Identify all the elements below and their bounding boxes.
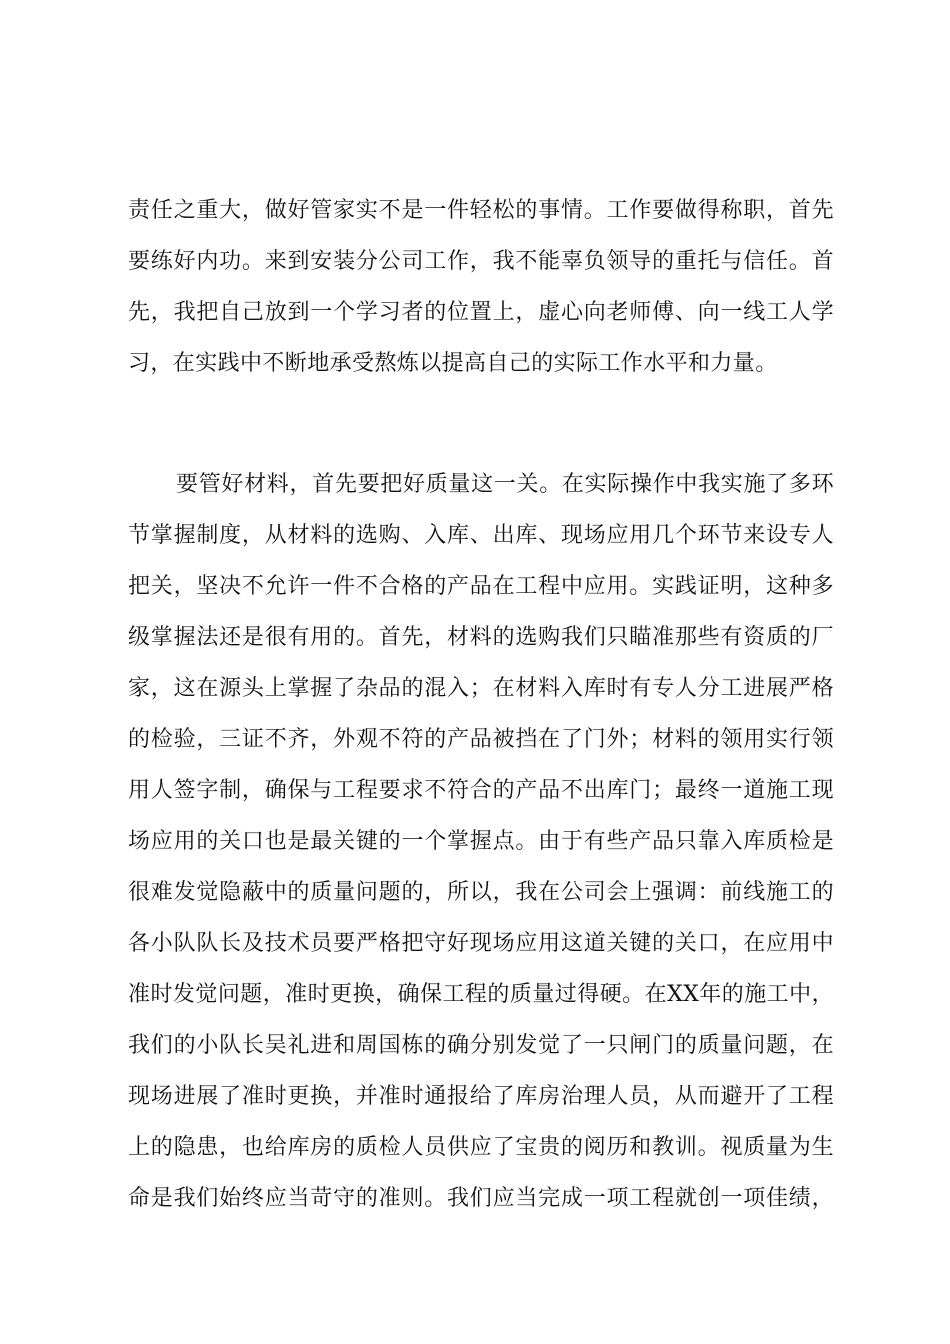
text-line: 场应用的关口也是最关键的一个掌握点。由于有些产品只靠入库质检是 [128, 829, 834, 854]
text-line: 把关，坚决不允许一件不合格的产品在工程中应用。实践证明，这种多 [128, 574, 834, 599]
text-line: 先，我把自己放到一个学习者的位置上，虚心向老师傅、向一线工人学 [128, 300, 834, 325]
paragraph-2 [128, 459, 834, 1224]
text-line: 用人签字制，确保与工程要求不符合的产品不出库门；最终一道施工现 [128, 778, 834, 803]
text-line: 命是我们始终应当苛守的准则。我们应当完成一项工程就创一项佳绩， [128, 1186, 834, 1211]
text-line: 我们的小队长吴礼进和周国栋的确分别发觉了一只闸门的质量问题，在 [128, 1033, 834, 1058]
text-line: 习，在实践中不断地承受熬炼以提高自己的实际工作水平和力量。 [128, 351, 778, 376]
text-line: 节掌握制度，从材料的选购、入库、出库、现场应用几个环节来设专人 [128, 523, 834, 548]
text-line: 要练好内功。来到安装分公司工作，我不能辜负领导的重托与信任。首 [128, 249, 834, 274]
text-line: 现场进展了准时更换，并准时通报给了库房治理人员，从而避开了工程 [128, 1084, 834, 1109]
text-line: 很难发觉隐蔽中的质量问题的，所以，我在公司会上强调：前线施工的 [128, 880, 834, 905]
text-line: 各小队队长及技术员要严格把守好现场应用这道关键的关口，在应用中 [128, 931, 834, 956]
text-line: 上的隐患，也给库房的质检人员供应了宝贵的阅历和教训。视质量为生 [128, 1135, 834, 1160]
paragraph-spacer [128, 389, 834, 459]
text-line: 的检验，三证不齐，外观不符的产品被挡在了门外；材料的领用实行领 [128, 727, 834, 752]
text-line: 准时发觉问题，准时更换，确保工程的质量过得硬。在XX年的施工中， [128, 982, 834, 1007]
text-line: 责任之重大，做好管家实不是一件轻松的事情。工作要做得称职，首先 [128, 198, 834, 223]
text-line: 家，这在源头上掌握了杂品的混入；在材料入库时有专人分工进展严格 [128, 676, 834, 701]
text-line: 级掌握法还是很有用的。首先，材料的选购我们只瞄准那些有资质的厂 [128, 625, 834, 650]
document-body [128, 185, 834, 1224]
paragraph-1 [128, 185, 834, 389]
text-line: 要管好材料，首先要把好质量这一关。在实际操作中我实施了多环 [176, 472, 834, 497]
